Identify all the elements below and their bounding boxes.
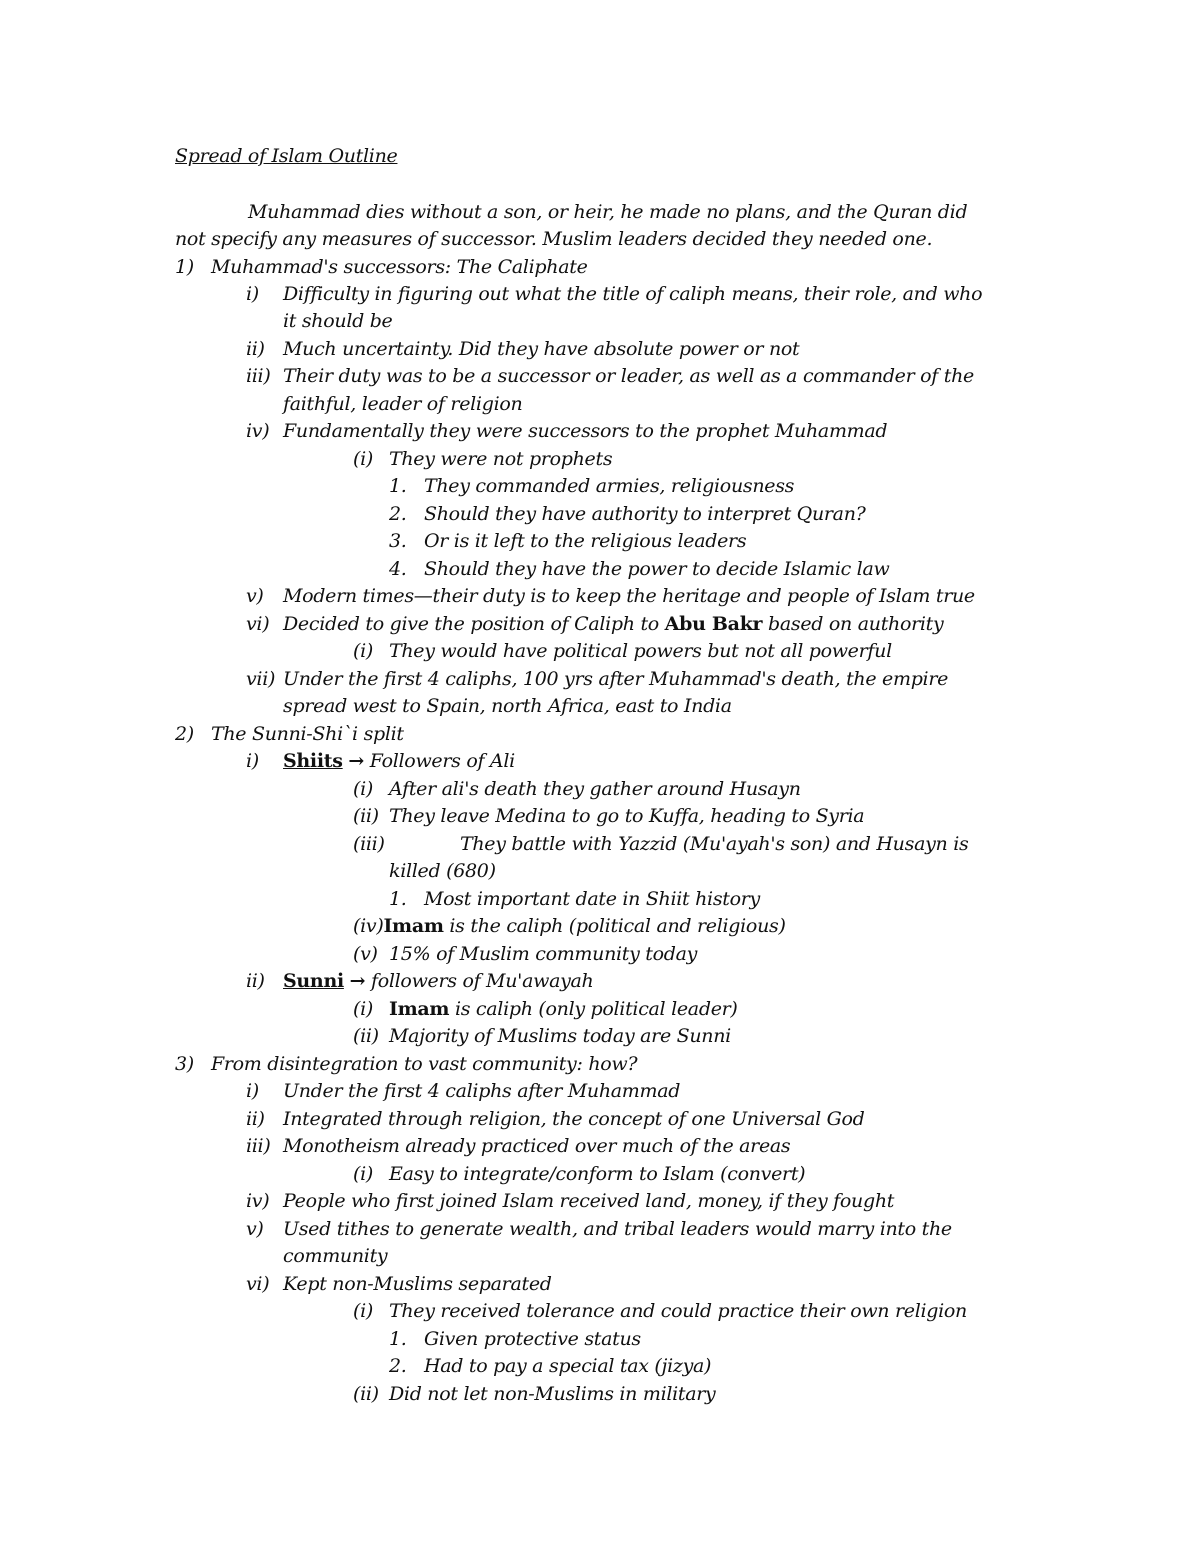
s3-iii-a-text: Easy to integrate/conform to Islam (convert): [389, 1163, 806, 1185]
s2-i-c-line-1: They battle with Yazzid (Mu'ayah's son) and Husayn is: [460, 833, 969, 855]
s3-iv-label: iv): [246, 1190, 270, 1212]
s2-ii-term: Sunni: [283, 970, 344, 992]
s2-ii-b-label: (ii): [353, 1025, 379, 1047]
s2-i-a-text: After ali's death they gather around Husayn: [389, 778, 801, 800]
section-1-number: 1): [175, 256, 194, 278]
s2-ii-line: [283, 968, 594, 994]
s1-vi-line: [283, 611, 943, 637]
s3-vi-text: Kept non-Muslims separated: [283, 1273, 552, 1295]
s2-i-line: [283, 748, 515, 774]
s2-i-d-text: is the caliph (political and religious): [443, 915, 786, 937]
s1-iii-line-1: Their duty was to be a successor or leader, as well as a commander of the: [283, 365, 974, 387]
s2-ii-b-text: Majority of Muslims today are Sunni: [389, 1025, 731, 1047]
s1-iv-n1-text: They commanded armies, religiousness: [424, 475, 795, 497]
s2-i-d-label: (iv): [353, 915, 384, 937]
s1-iii-line-2: faithful, leader of religion: [283, 393, 523, 415]
s1-iv-a-text: They were not prophets: [389, 448, 613, 470]
s3-vi-b-text: Did not let non-Muslims in military: [389, 1383, 716, 1405]
s3-v-line-1: Used tithes to generate wealth, and tribal leaders would marry into the: [283, 1218, 952, 1240]
s3-v-line-2: community: [283, 1245, 388, 1267]
s1-iv-a-label: (i): [353, 448, 374, 470]
s2-ii-a-label: (i): [353, 998, 374, 1020]
s2-i-label: i): [246, 750, 259, 772]
s1-ii-text: Much uncertainty. Did they have absolute power or not: [283, 338, 800, 360]
s2-i-e-label: (v): [353, 943, 378, 965]
section-2-heading: The Sunni-Shi`i split: [211, 723, 404, 745]
s1-i-line-2: it should be: [283, 310, 393, 332]
s2-i-d-bold: Imam: [383, 915, 444, 937]
s2-i-e-text: 15% of Muslim community today: [389, 943, 698, 965]
s3-ii-text: Integrated through religion, the concept of one Universal God: [283, 1108, 865, 1130]
s2-i-text: Followers of Ali: [364, 750, 515, 772]
s1-ii-label: ii): [246, 338, 265, 360]
s1-vi-pre: Decided to give the position of Caliph to: [283, 613, 665, 635]
s3-iii-label: iii): [246, 1135, 271, 1157]
s2-ii-a-text: is caliph (only political leader): [449, 998, 738, 1020]
s1-vi-a-label: (i): [353, 640, 374, 662]
s1-vi-label: vi): [246, 613, 270, 635]
s2-i-c1-label: 1.: [389, 888, 407, 910]
intro-line-1: Muhammad dies without a son, or heir, he made no plans, and the Quran did: [248, 201, 968, 223]
s2-ii-a-line: [389, 996, 738, 1022]
s1-iv-n4-label: 4.: [389, 558, 407, 580]
s1-iv-label: iv): [246, 420, 270, 442]
s1-iv-n1-label: 1.: [389, 475, 407, 497]
right-arrow-icon: →: [348, 750, 365, 772]
s3-ii-label: ii): [246, 1108, 265, 1130]
s1-v-text: Modern times—their duty is to keep the heritage and people of Islam true: [283, 585, 975, 607]
s1-iv-text: Fundamentally they were successors to the prophet Muhammad: [283, 420, 888, 442]
s1-iv-n3-label: 3.: [389, 530, 407, 552]
s3-v-label: v): [246, 1218, 264, 1240]
s2-i-c-line-2: killed (680): [389, 860, 496, 882]
s3-vi-n2-label: 2.: [389, 1355, 407, 1377]
s1-vii-line-2: spread west to Spain, north Africa, east to India: [283, 695, 732, 717]
right-arrow-icon: →: [349, 970, 366, 992]
section-3-number: 3): [175, 1053, 194, 1075]
s2-i-b-text: They leave Medina to go to Kuffa, heading to Syria: [389, 805, 865, 827]
s1-vii-label: vii): [246, 668, 276, 690]
s1-v-label: v): [246, 585, 264, 607]
s2-i-term: Shiits: [283, 750, 343, 772]
s3-vi-a-label: (i): [353, 1300, 374, 1322]
section-2-number: 2): [175, 723, 194, 745]
s3-vi-n1-text: Given protective status: [424, 1328, 641, 1350]
s3-iii-text: Monotheism already practiced over much of the areas: [283, 1135, 791, 1157]
s2-ii-text: followers of Mu'awayah: [365, 970, 594, 992]
s3-iv-text: People who first joined Islam received land, money, if they fought: [283, 1190, 895, 1212]
s1-vii-line-1: Under the first 4 caliphs, 100 yrs after Muhammad's death, the empire: [283, 668, 949, 690]
section-3-heading: From disintegration to vast community: how?: [211, 1053, 638, 1075]
document-title: Spread of Islam Outline: [175, 145, 398, 167]
s2-i-c1-text: Most important date in Shiit history: [424, 888, 760, 910]
s1-iv-n4-text: Should they have the power to decide Islamic law: [424, 558, 890, 580]
s1-iii-label: iii): [246, 365, 271, 387]
s1-iv-n2-label: 2.: [389, 503, 407, 525]
s3-i-text: Under the first 4 caliphs after Muhammad: [283, 1080, 681, 1102]
s1-vi-a-text: They would have political powers but not all powerful: [389, 640, 892, 662]
s1-vi-post: based on authority: [762, 613, 944, 635]
s2-i-d-line: [353, 913, 786, 939]
s1-vi-bold-name: Abu Bakr: [664, 613, 763, 635]
s3-vi-n2-text: Had to pay a special tax (jizya): [424, 1355, 712, 1377]
s3-vi-n1-label: 1.: [389, 1328, 407, 1350]
s3-i-label: i): [246, 1080, 259, 1102]
s2-ii-label: ii): [246, 970, 265, 992]
s3-iii-a-label: (i): [353, 1163, 374, 1185]
s3-vi-label: vi): [246, 1273, 270, 1295]
s2-i-a-label: (i): [353, 778, 374, 800]
s2-i-c-label: (iii): [353, 833, 385, 855]
s1-i-line-1: Difficulty in figuring out what the title of caliph means, their role, and who: [283, 283, 983, 305]
intro-line-2: not specify any measures of successor. Muslim leaders decided they needed one.: [175, 228, 933, 250]
s1-i-label: i): [246, 283, 259, 305]
s3-vi-b-label: (ii): [353, 1383, 379, 1405]
s1-iv-n2-text: Should they have authority to interpret Quran?: [424, 503, 866, 525]
s2-i-b-label: (ii): [353, 805, 379, 827]
s2-ii-a-bold: Imam: [389, 998, 450, 1020]
s3-vi-a-text: They received tolerance and could practice their own religion: [389, 1300, 967, 1322]
section-1-heading: Muhammad's successors: The Caliphate: [211, 256, 588, 278]
s1-iv-n3-text: Or is it left to the religious leaders: [424, 530, 747, 552]
